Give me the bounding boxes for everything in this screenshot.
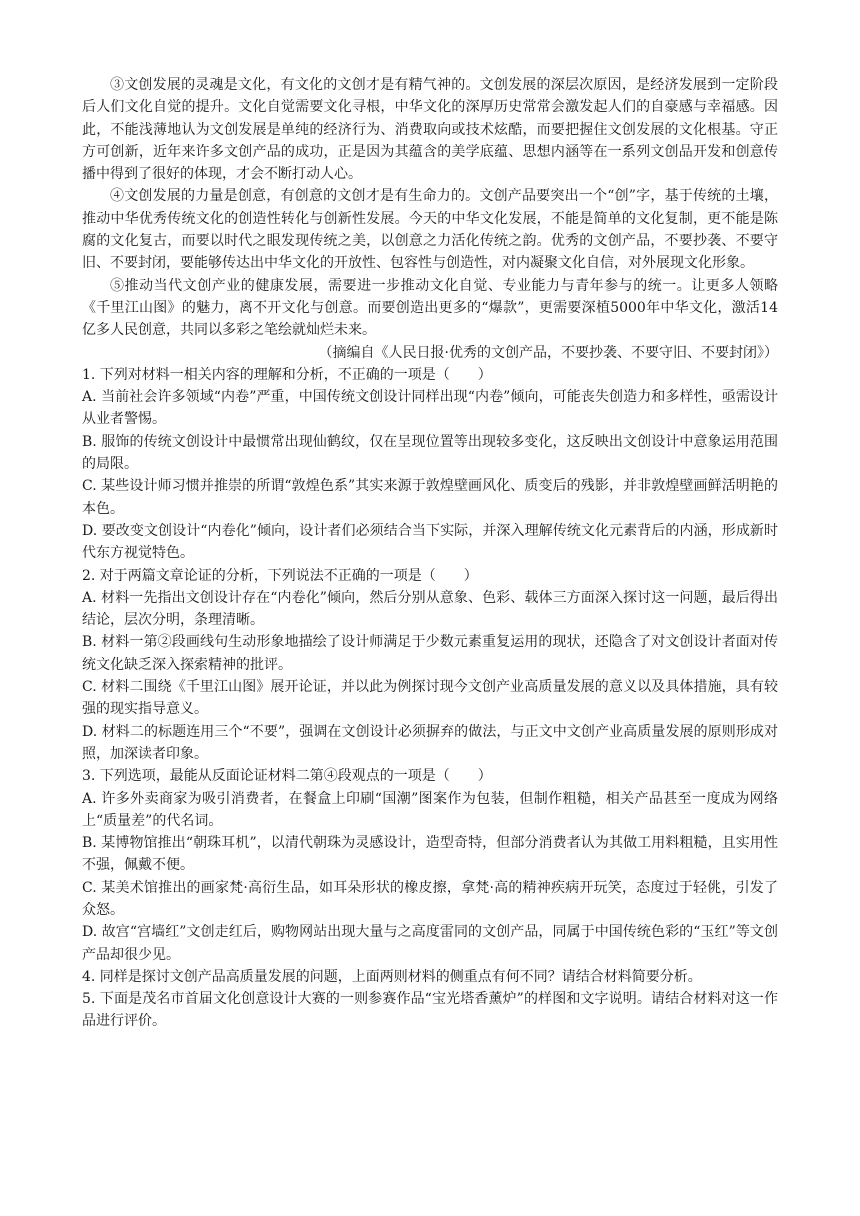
question-1 xyxy=(82,364,778,565)
question-stem: 1. 下列对材料一相关内容的理解和分析，不正确的一项是（ ） xyxy=(82,366,492,383)
option-d: D. 材料二的标题连用三个“不要”，强调在文创设计必须摒弃的做法，与正文中文创产业高质量发展的原则形成对照，加深读者印象。 xyxy=(82,723,778,762)
option-c: C. 某美术馆推出的画家梵·高衍生品，如耳朵形状的橡皮擦，拿梵·高的精神疾病开玩笑，态度过于轻佻，引发了众怒。 xyxy=(82,879,778,918)
option-a: A. 许多外卖商家为吸引消费者，在餐盒上印刷“国潮”图案作为包装，但制作粗糙，相关产品甚至一度成为网络上“质量差”的代名词。 xyxy=(82,790,778,829)
option-a: A. 材料一先指出文创设计存在“内卷化”倾向，然后分别从意象、色彩、载体三方面深入探讨这一问题，最后得出结论，层次分明，条理清晰。 xyxy=(82,589,778,629)
paragraph-3: ③文创发展的灵魂是文化，有文化的文创才是有精气神的。文创发展的深层次原因，是经济发展到一定阶段后人们文化自觉的提升。文化自觉需要文化寻根，中华文化的深厚历史常常会激发起人们的自豪感与幸福感。因此，不能浅薄地认为文创发展是单纯的经济行为、消费取向或技术炫酷，而要把握住文创发展的文化根基。守正方可创新，近年来许多文创产品的成功，正是因为其蕴含的美学底蕴、思想内涵等在一系列文创品开发和创意传播中得到了很好的体现，才会不断打动人心。 xyxy=(82,77,778,183)
question-stem: 5. 下面是茂名市首届文化创意设计大赛的一则参赛作品“宝光塔香薰炉”的样图和文字说明。请结合材料对这一作品进行评价。 xyxy=(82,991,778,1030)
question-stem: 3. 下列选项，最能从反面论证材料二第④段观点的一项是（ ） xyxy=(82,768,492,785)
paragraph-5: ⑤推动当代文创产业的健康发展，需要进一步推动文化自觉、专业能力与青年参与的统一。让更多人领略《千里江山图》的魅力，离不开文化与创意。而要创造出更多的“爆款”，更需要深植5000年中华文化，激活14亿多人民创意，共同以多彩之笔绘就灿烂未来。 xyxy=(82,277,778,339)
question-2 xyxy=(82,565,778,766)
option-b: B. 某博物馆推出“朝珠耳机”，以清代朝珠为灵感设计，造型奇特，但部分消费者认为其做工用料粗糙，且实用性不强，佩戴不便。 xyxy=(82,835,778,874)
source-citation: （摘编自《人民日报·优秀的文创产品，不要抄袭、不要守旧、不要封闭》） xyxy=(318,344,778,361)
option-d: D. 要改变文创设计“内卷化”倾向，设计者们必须结合当下实际，并深入理解传统文化元素背后的内涵，形成新时代东方视觉特色。 xyxy=(82,522,778,562)
option-c: C. 某些设计师习惯并推崇的所谓“敦煌色系”其实来源于敦煌壁画风化、质变后的残影，并非敦煌壁画鲜活明艳的本色。 xyxy=(82,478,778,517)
question-4 xyxy=(82,966,778,988)
question-3 xyxy=(82,765,778,966)
paragraph-4: ④文创发展的力量是创意，有创意的文创才是有生命力的。文创产品要突出一个“创”字，基于传统的土壤，推动中华优秀传统文化的创造性转化与创新性发展。今天的中华文化发展，不能是简单的文化复制，更不能是陈腐的文化复古，而要以时代之眼发现传统之美，以创意之力活化传统之韵。优秀的文创产品，不要抄袭、不要守旧、不要封闭，要能够传达出中华文化的开放性、包容性与创造性，对内凝聚文化自信，对外展现文化形象。 xyxy=(82,188,778,272)
option-a: A. 当前社会许多领域“内卷”严重，中国传统文创设计同样出现“内卷”倾向，可能丧失创造力和多样性，亟需设计从业者警惕。 xyxy=(82,389,778,428)
option-d: D. 故宫“宫墙红”文创走红后，购物网站出现大量与之高度雷同的文创产品，同属于中国传统色彩的“玉红”等文创产品却很少见。 xyxy=(82,924,778,963)
question-stem: 4. 同样是探讨文创产品高质量发展的问题，上面两则材料的侧重点有何不同？请结合材料简要分析。 xyxy=(82,968,702,985)
question-5 xyxy=(82,988,778,1033)
option-b: B. 材料一第②段画线句生动形象地描绘了设计师满足于少数元素重复运用的现状，还隐含了对文创设计者面对传统文化缺乏深入探索精神的批评。 xyxy=(82,634,778,673)
option-c: C. 材料二围绕《千里江山图》展开论证，并以此为例探讨现今文创产业高质量发展的意义以及具体措施，具有较强的现实指导意义。 xyxy=(82,679,778,718)
question-stem: 2. 对于两篇文章论证的分析，下列说法不正确的一项是（ ） xyxy=(82,567,478,584)
option-b: B. 服饰的传统文创设计中最惯常出现仙鹤纹，仅在呈现位置等出现较多变化，这反映出文创设计中意象运用范围的局限。 xyxy=(82,433,778,473)
